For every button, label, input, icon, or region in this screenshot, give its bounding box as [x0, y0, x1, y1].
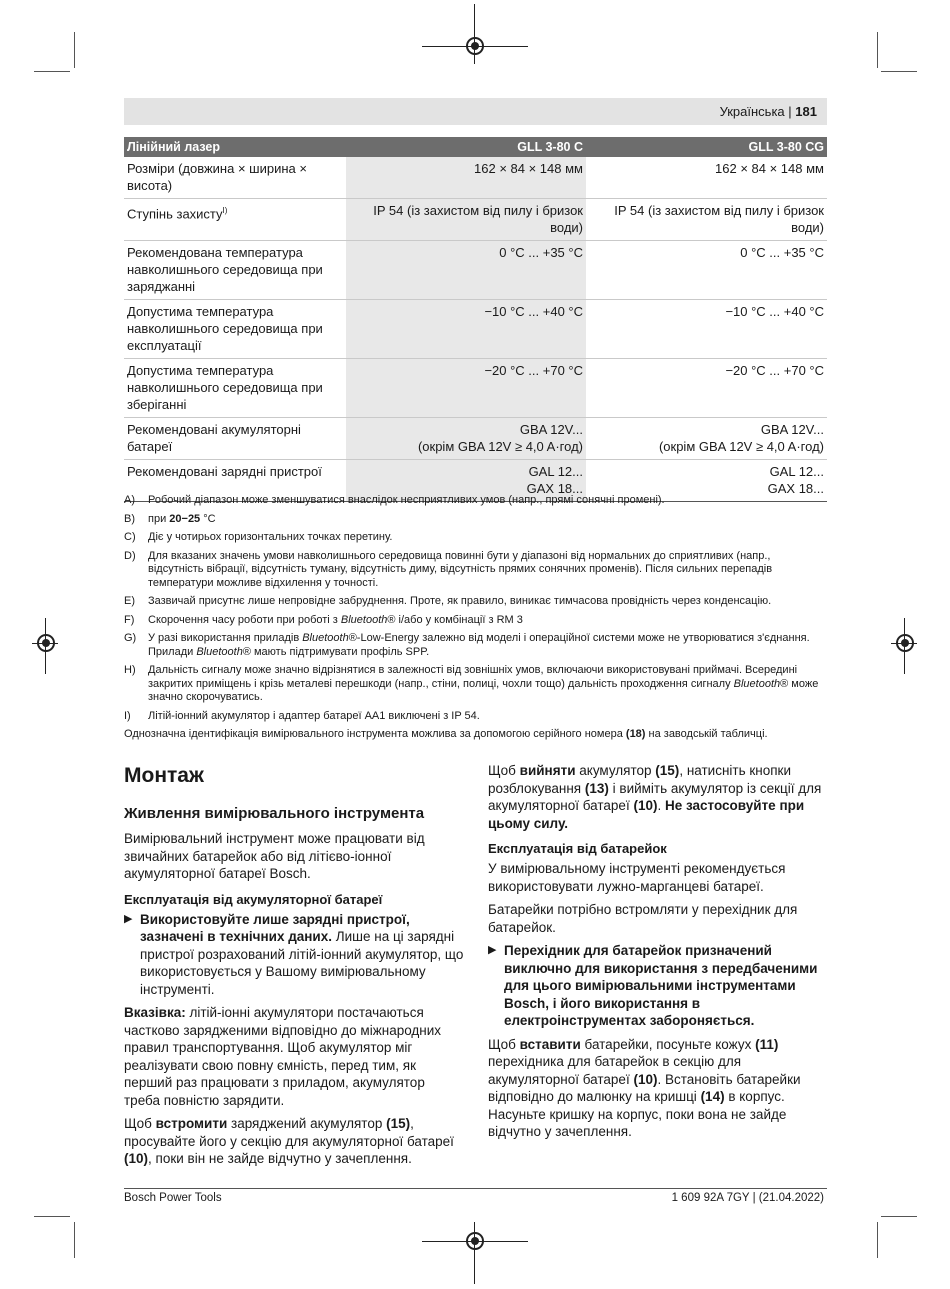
section-title: Монтаж — [124, 764, 204, 787]
registration-mark-icon — [466, 37, 484, 55]
text-bold: Вказівка: — [124, 1005, 186, 1020]
footnote-key: F) — [124, 613, 135, 626]
row-value: −20 °C ... +70 °C — [586, 359, 827, 418]
page-number: 181 — [795, 104, 817, 119]
footnote-text: Для вказаних значень умови навколишнього середовища повинні бути у діапазоні від нормальних до сприятливих (напр., відсутність вібрації, відсутність туману, відсутність диму, відсутність прямих сонячних променів). Після сильних перепадів температури можливе відхилення у точності. — [148, 549, 773, 589]
text-span: ® і/або у комбінації з RM 3 — [387, 613, 523, 626]
text-span: батарейки, посуньте кожух — [580, 1036, 756, 1052]
registration-mark-icon — [896, 634, 914, 652]
footnote-text — [148, 664, 824, 705]
text-span: °C — [200, 512, 216, 525]
footnote — [124, 531, 824, 545]
footnote-text: Робочий діапазон може зменшуватися внаслідок несприятливих умов (напр., прямі сонячні промені). — [148, 494, 665, 506]
text-span: Скорочення часу роботи при роботі з — [148, 613, 341, 626]
text-span: літій-іонні акумулятори постачаються частково зарядженими відповідно до міжнародних правил транспортування. Щоб акумулятор міг реалізувати свою повну ємність, перед тим, як перший раз працювати з приладом, акумулятор треба повністю зарядити. — [124, 1005, 442, 1108]
text-span: , натисніть кнопки розблокування — [488, 763, 792, 796]
registration-mark-icon — [37, 634, 55, 652]
footer-left: Bosch Power Tools — [124, 1192, 222, 1204]
subheading: Експлуатація від батарейок — [488, 841, 667, 856]
paragraph: Вимірювальний інструмент може працювати від звичайних батарейок або від літієво-іонної акумуляторної батареї Bosch. — [124, 831, 425, 881]
text-span: ® може значно скорочуватись. — [148, 677, 819, 703]
text-span: , просувайте його у секцію для акумуляторної батареї — [124, 1116, 454, 1149]
table-row — [124, 199, 827, 241]
text-span: ®-Low-Energy залежно від моделі і операційної системи може не утворюватися з'єднання. Прилади — [148, 632, 810, 658]
row-value: −10 °C ... +40 °C — [586, 300, 827, 359]
row-value: −10 °C ... +40 °C — [346, 300, 586, 359]
crop-mark — [881, 1216, 917, 1217]
text-span: при — [148, 512, 170, 525]
text-bold: 20−25 — [169, 512, 201, 525]
footnote-text: Зазвичай присутнє лише непровідне забруднення. Проте, як правило, виникає тимчасова провідність через конденсацію. — [148, 595, 772, 607]
text-span: Дальність сигналу може значно відрізнятися в залежності від зовнішніх умов, включаючи використовувані приймачі. Всередині закритих приміщень і крізь металеві перешкоди (напр., стіни, полиці, чохли тощо) дальність проходження сигналу — [148, 664, 798, 690]
text-span: заряджений акумулятор — [227, 1116, 387, 1131]
row-label — [124, 157, 346, 199]
paragraph: Батарейки потрібно встромляти у перехідник для батарейок. — [488, 902, 798, 935]
value-line: GAL 12... — [769, 464, 824, 479]
footnote — [124, 632, 824, 659]
footnote — [124, 494, 824, 508]
text-bold: Не застосовуйте при цьому силу. — [488, 798, 805, 831]
footnote-text: Літій-іонний акумулятор і адаптер батареї AA1 виключені з IP 54. — [148, 709, 480, 722]
bullet-text — [140, 911, 464, 999]
row-value — [346, 418, 586, 460]
text-span: У разі використання приладів — [148, 632, 303, 644]
footnote-key: A) — [124, 494, 135, 506]
text-bold: (10) — [633, 798, 658, 813]
text-bold: (15) — [386, 1116, 411, 1131]
table-row — [124, 359, 827, 418]
text-span: в корпус. Насуньте кришку на корпус, поки вона не зайде відчутно у зачеплення. — [488, 1089, 787, 1139]
text-bold: (18) — [625, 728, 646, 740]
paragraph — [488, 1036, 824, 1141]
text-italic: Bluetooth — [340, 613, 388, 626]
text-span: акумулятор — [575, 763, 656, 778]
text-bold: вийняти — [519, 763, 576, 778]
footnote — [124, 550, 824, 591]
text-bold: (10) — [124, 1151, 149, 1166]
text-span: Лише на ці зарядні пристрої розрахований літій-іонний акумулятор, що використовується у Вашому вимірювальному інструменті. — [140, 929, 464, 997]
header-text — [720, 104, 817, 119]
table-header-cell: GLL 3-80 CG — [586, 137, 827, 157]
value-line: GAL 12... — [528, 464, 583, 479]
text-bold: (13) — [584, 780, 609, 796]
crop-mark — [877, 32, 878, 68]
footnote-text — [148, 513, 824, 527]
row-label: Рекомендована температура навколишнього середовища при заряджанні — [124, 241, 346, 300]
text-span: Щоб — [488, 1036, 520, 1052]
row-value: IP 54 (із захистом від пилу і бризок води) — [346, 199, 586, 241]
text-span: . — [657, 798, 665, 813]
warning-bullet — [124, 911, 464, 999]
subsection-title: Живлення вимірювального інструмента — [124, 805, 425, 822]
row-label: Рекомендовані зарядні пристрої — [124, 460, 346, 502]
text-span: ® мають підтримувати профіль SPP. — [242, 645, 430, 658]
arrow-right-icon: ▶ — [124, 912, 133, 925]
table-header-row — [124, 137, 827, 157]
warning-bullet — [488, 942, 824, 1030]
text-span: Щоб — [488, 763, 520, 778]
footnote-key: B) — [124, 512, 135, 525]
footnote-text — [148, 614, 824, 628]
text-bold: (10) — [633, 1071, 658, 1087]
text-span: Однозначна ідентифікація вимірювального інструмента можлива за допомогою серійного номера — [124, 728, 626, 740]
footnote-key: D) — [124, 549, 136, 562]
footnotes — [124, 494, 824, 742]
row-value: 0 °C ... +35 °C — [586, 241, 827, 300]
paragraph: У вимірювальному інструменті рекомендується використовувати лужно-марганцеві батареї. — [488, 861, 786, 894]
footnote-key: E) — [124, 595, 135, 607]
footnote-key: H) — [124, 664, 136, 676]
right-column — [488, 762, 824, 1147]
crop-mark — [34, 1216, 70, 1217]
footnote-text — [148, 632, 824, 659]
text-span: перехідника для батарейок в секцію для акумуляторної батареї — [488, 1054, 742, 1087]
footnote — [124, 595, 824, 609]
text-span: , поки він не зайде відчутно у зачеплення. — [148, 1151, 412, 1166]
footnote-text: Діє у чотирьох горизонтальних точках перетину. — [148, 531, 393, 543]
crop-mark — [74, 32, 75, 68]
header-language: Українська — [719, 104, 785, 119]
value-line: GAX 18... — [526, 481, 583, 496]
arrow-right-icon: ▶ — [488, 944, 497, 956]
footnote — [124, 664, 824, 705]
text-bold: Перехідник для батарейок призначений виключно для використання з передбаченими для цього вимірювальними інструментами Bosch, і його використання в електроінструментах забороняється. — [504, 943, 818, 1028]
footnote-key: G) — [124, 632, 137, 644]
identification-note — [124, 728, 824, 742]
value-line: GAX 18... — [767, 481, 824, 496]
row-label: Рекомендовані акумуляторні батареї — [124, 418, 346, 460]
table-row — [124, 418, 827, 460]
text-bold: (14) — [700, 1089, 725, 1104]
table-header-cell: GLL 3-80 C — [346, 137, 586, 157]
paragraph — [124, 1004, 464, 1109]
crop-mark — [74, 1222, 75, 1258]
text-span: . Встановіть батарейки відповідно до малюнку на кришці — [488, 1071, 801, 1104]
row-label: Допустима температура навколишнього середовища при експлуатації — [124, 300, 346, 359]
row-value: IP 54 (із захистом від пилу і бризок води) — [586, 199, 827, 241]
text-span: Щоб — [124, 1116, 156, 1131]
text-italic: Bluetooth — [302, 632, 349, 644]
crop-mark — [34, 71, 70, 72]
footnote — [124, 710, 824, 724]
table-row — [124, 300, 827, 359]
header-separator: | — [788, 104, 792, 119]
value-line: GBA 12V... — [519, 422, 583, 437]
text-bold: (11) — [755, 1036, 779, 1052]
text-bold: встромити — [155, 1116, 228, 1131]
paragraph — [124, 1115, 464, 1168]
text-bold: (15) — [655, 763, 680, 778]
footnote-key: I) — [124, 709, 131, 722]
left-column — [124, 762, 464, 1174]
footer-right: 1 609 92A 7GY | (21.04.2022) — [671, 1192, 824, 1204]
row-label-text: Ступінь захисту — [127, 206, 223, 222]
spec-table — [124, 137, 827, 502]
subheading: Експлуатація від акумуляторної батареї — [124, 891, 383, 907]
row-value: 162 × 84 × 148 мм — [586, 157, 827, 199]
table-header-cell: Лінійний лазер — [124, 137, 346, 157]
text-bold: вставити — [519, 1036, 581, 1052]
row-label: Допустима температура навколишнього середовища при зберіганні — [124, 359, 346, 418]
crop-mark — [881, 71, 917, 72]
row-label — [124, 199, 346, 241]
value-line: (окрім GBA 12V ≥ 4,0 A·год) — [417, 439, 583, 454]
registration-line — [474, 4, 475, 64]
text-bold: Використовуйте лише зарядні пристрої, зазначені в технічних даних. — [140, 911, 410, 944]
text-span: на заводській табличці. — [645, 728, 768, 740]
footnote-key: C) — [124, 531, 136, 543]
paragraph — [488, 762, 824, 832]
row-value: −20 °C ... +70 °C — [346, 359, 586, 418]
row-value: 162 × 84 × 148 мм — [346, 157, 586, 199]
row-value: 0 °C ... +35 °C — [346, 241, 586, 300]
table-row — [124, 157, 827, 199]
registration-mark-icon — [466, 1232, 484, 1250]
page-header — [124, 98, 827, 125]
footnote — [124, 614, 824, 628]
table-row — [124, 241, 827, 300]
text-italic: Bluetooth — [733, 677, 781, 690]
value-line: (окрім GBA 12V ≥ 4,0 A·год) — [658, 439, 824, 454]
footnote-marker: I) — [222, 206, 228, 215]
row-value — [586, 418, 827, 460]
text-italic: Bluetooth — [196, 645, 243, 658]
bullet-text — [504, 942, 824, 1030]
footer-divider — [124, 1188, 827, 1189]
value-line: GBA 12V... — [760, 422, 824, 437]
crop-mark — [877, 1222, 878, 1258]
text-span: і вийміть акумулятор із секції для акумуляторної батареї — [488, 780, 822, 813]
footnote — [124, 513, 824, 527]
row-label-text: Розміри (довжина × ширина × висота) — [127, 161, 307, 193]
